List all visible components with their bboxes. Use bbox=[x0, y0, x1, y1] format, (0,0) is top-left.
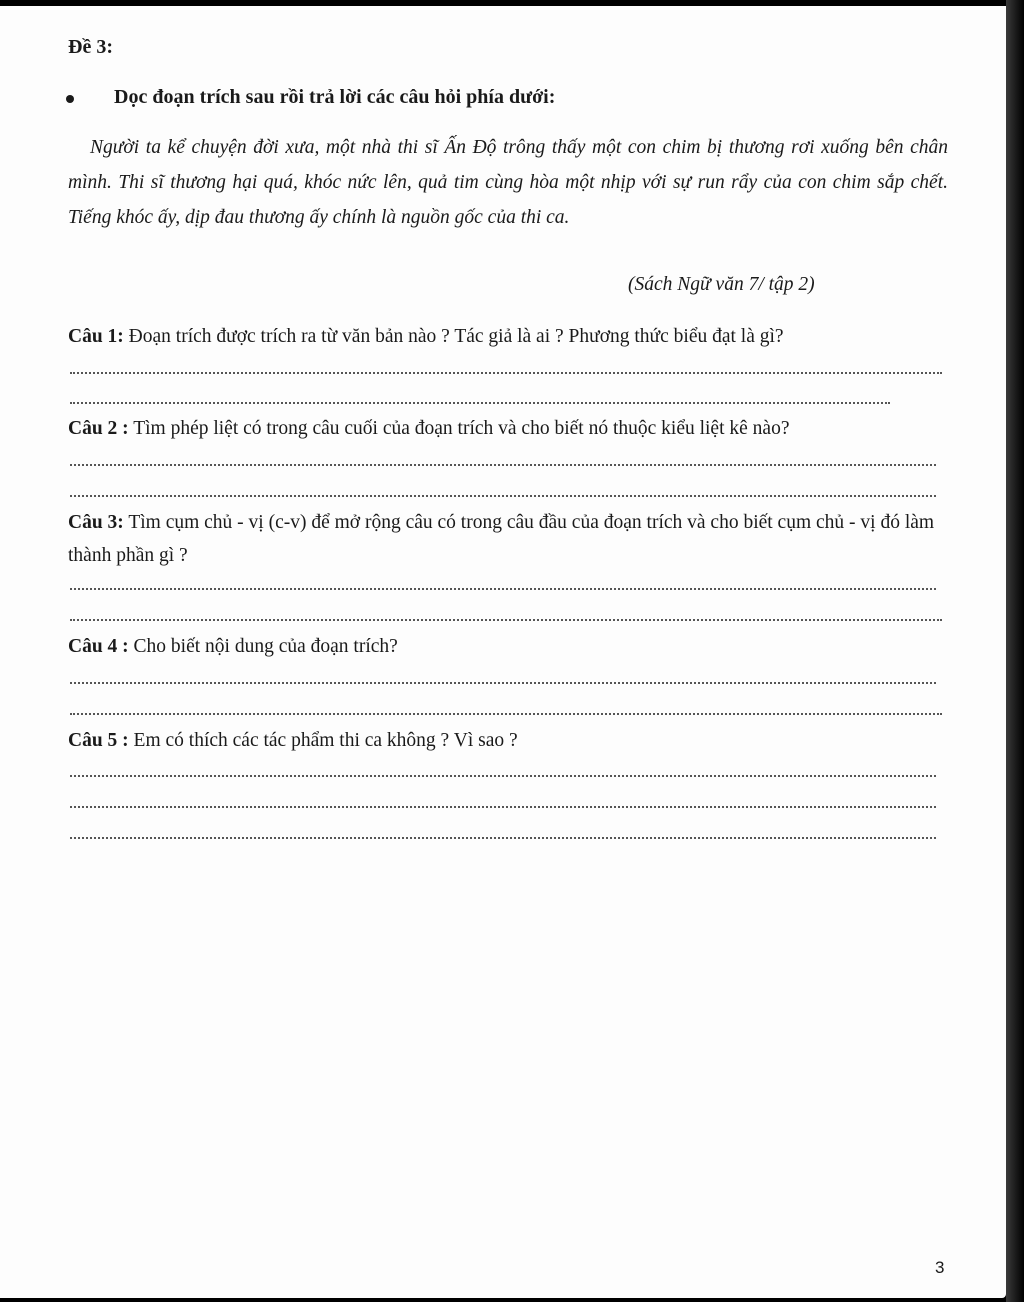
question-label: Câu 4 : bbox=[68, 636, 129, 657]
question-label: Câu 5 : bbox=[68, 730, 129, 751]
question-5 bbox=[68, 724, 950, 757]
answer-line bbox=[70, 402, 890, 404]
answer-line bbox=[70, 806, 936, 808]
answer-line bbox=[70, 372, 942, 374]
question-1 bbox=[68, 320, 950, 353]
question-label: Câu 2 : bbox=[68, 418, 129, 439]
exam-heading: Đề 3: bbox=[68, 36, 113, 58]
question-3 bbox=[68, 506, 950, 572]
excerpt-source: (Sách Ngữ văn 7/ tập 2) bbox=[628, 274, 815, 295]
question-4 bbox=[68, 630, 950, 663]
answer-line bbox=[70, 837, 936, 839]
answer-line bbox=[70, 495, 936, 497]
scan-edge-shadow bbox=[1006, 0, 1024, 1302]
answer-line bbox=[70, 619, 942, 621]
question-text: Tìm cụm chủ - vị (c-v) để mở rộng câu có trong câu đầu của đoạn trích và cho biết cụm chủ - vị đó làm thành phần gì ? bbox=[68, 512, 935, 566]
question-text: Cho biết nội dung của đoạn trích? bbox=[128, 636, 398, 657]
instruction bbox=[66, 86, 555, 109]
question-text: Tìm phép liệt có trong câu cuối của đoạn trích và cho biết nó thuộc kiểu liệt kê nào? bbox=[128, 418, 790, 439]
question-text: Em có thích các tác phẩm thi ca không ? Vì sao ? bbox=[128, 730, 518, 751]
answer-line bbox=[70, 682, 936, 684]
question-2 bbox=[68, 412, 950, 445]
question-label: Câu 3: bbox=[68, 512, 124, 533]
page-number: 3 bbox=[935, 1258, 945, 1277]
answer-line bbox=[70, 775, 936, 777]
answer-line bbox=[70, 588, 936, 590]
answer-line bbox=[70, 464, 936, 466]
question-label: Câu 1: bbox=[68, 326, 124, 347]
bullet-icon bbox=[66, 95, 74, 103]
answer-line bbox=[70, 713, 942, 715]
instruction-text: Dọc đoạn trích sau rồi trả lời các câu hỏi phía dưới: bbox=[114, 86, 556, 108]
question-text: Đoạn trích được trích ra từ văn bản nào ? Tác giả là ai ? Phương thức biểu đạt là gì? bbox=[123, 326, 784, 347]
excerpt-passage: Người ta kể chuyện đời xưa, một nhà thi sĩ Ấn Độ trông thấy một con chim bị thương rơi xuống bên chân mình. Thi sĩ thương hại quá, khóc nức lên, quả tim cùng hòa một nhịp với sự run rẩy của con chim sắp chết. Tiếng khóc ấy, dịp đau thương ấy chính là nguồn gốc của thi ca. bbox=[68, 137, 948, 228]
document-page bbox=[0, 6, 1006, 1298]
